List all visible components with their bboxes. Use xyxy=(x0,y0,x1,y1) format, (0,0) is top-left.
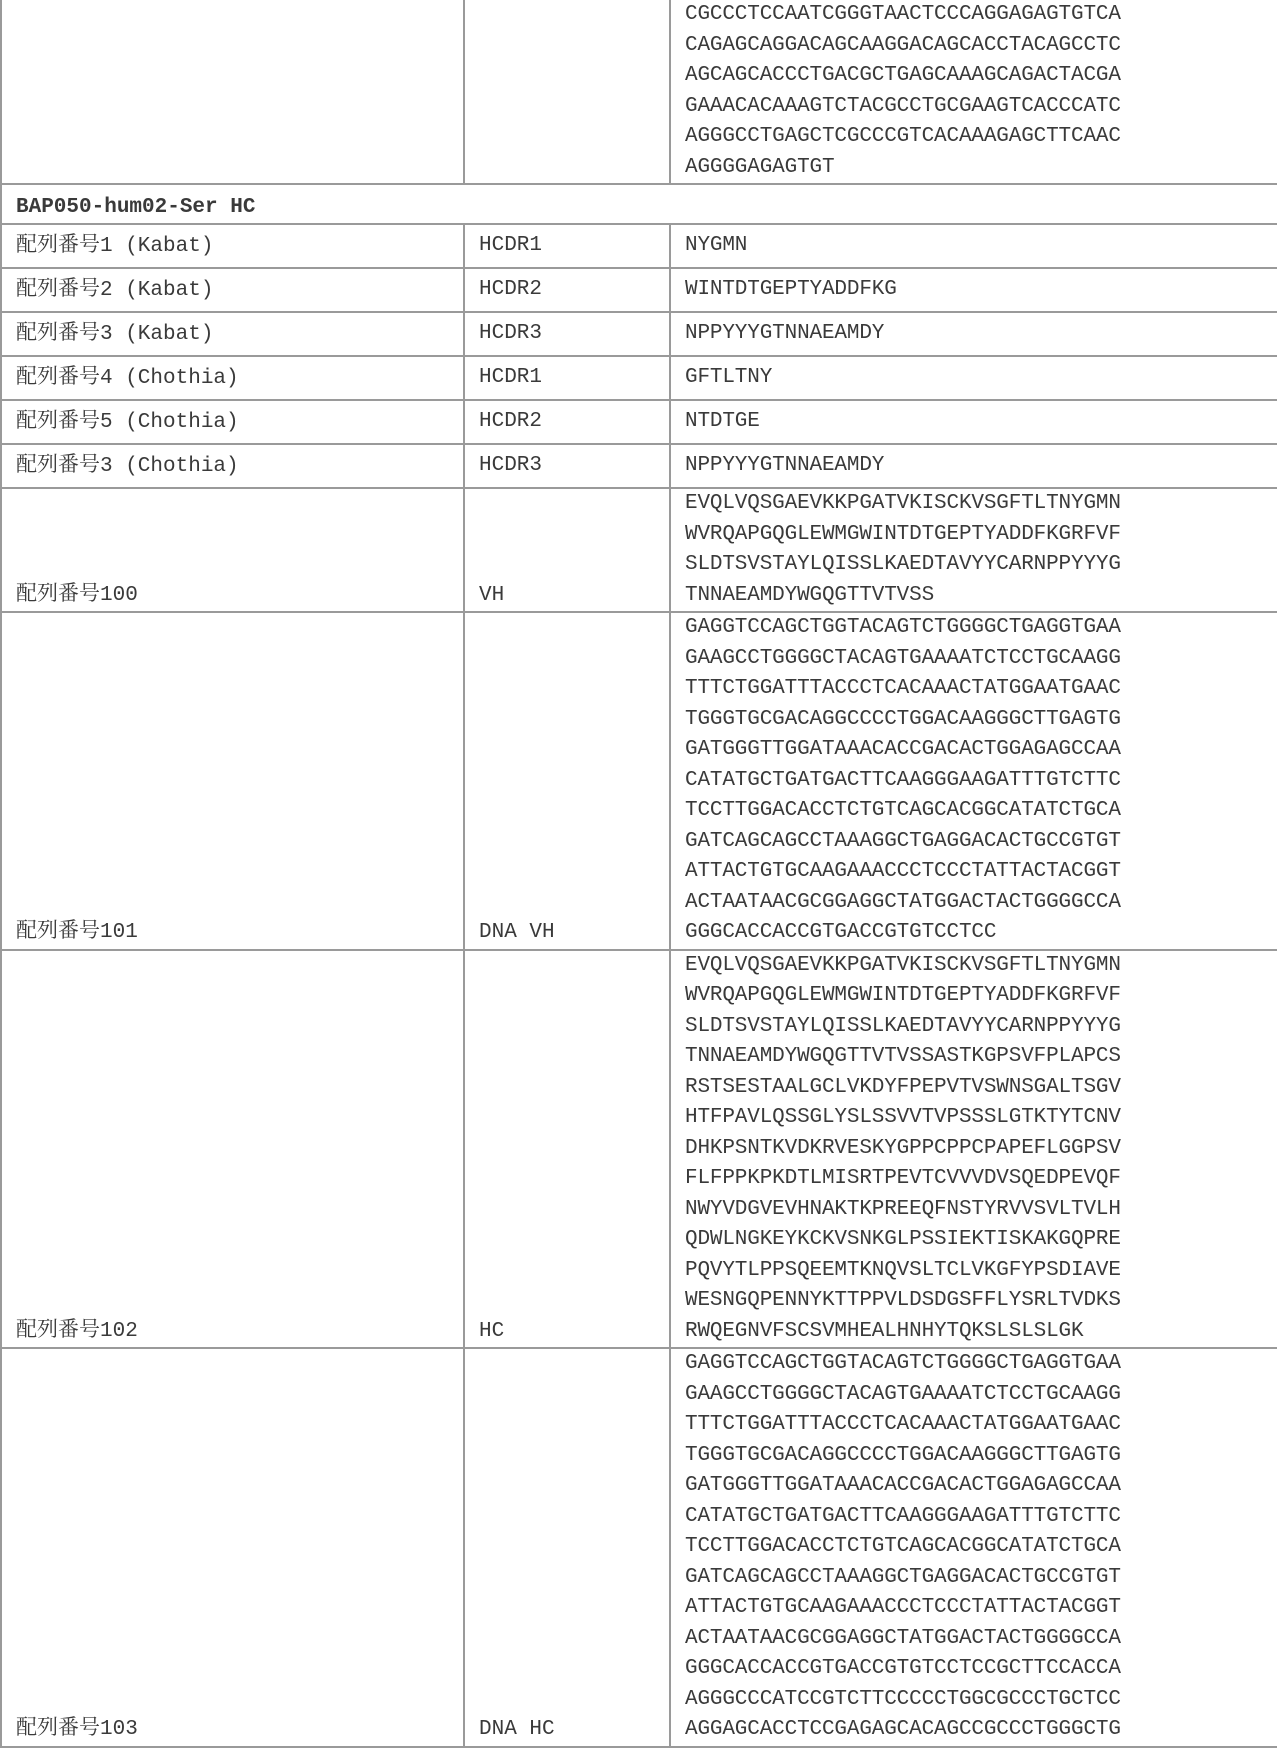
sequence-type-cell: DNA VH xyxy=(464,612,670,950)
sequence-id-number: 2 (Kabat) xyxy=(100,279,214,303)
sequence-line: AGGGCCTGAGCTCGCCCGTCACAAAGAGCTTCAAC xyxy=(685,125,1121,148)
sequence-id-cell xyxy=(1,488,464,612)
sequence-line: AGGAGCACCTCCGAGAGCACAGCCGCCCTGGGCTG xyxy=(685,1718,1121,1741)
sequence-line: HTFPAVLQSSGLYSLSSVVTVPSSSLGTKTYTCNV xyxy=(685,1106,1121,1129)
sequence-cell xyxy=(670,1348,1277,1747)
sequence-id-prefix: 配列番号 xyxy=(16,918,100,942)
sequence-type-cell: HCDR1 xyxy=(464,356,670,400)
table-row xyxy=(1,612,1277,950)
section-title: BAP050-hum02-Ser HC xyxy=(1,184,1277,224)
sequence-type-cell: VH xyxy=(464,488,670,612)
sequence-line: FLFPPKPKDTLMISRTPEVTCVVVDVSQEDPEVQF xyxy=(685,1167,1121,1190)
table-row xyxy=(1,400,1277,444)
sequence-line: WESNGQPENNYKTTPPVLDSDGSFFLYSRLTVDKS xyxy=(685,1289,1121,1312)
sequence-type-cell: HCDR2 xyxy=(464,268,670,312)
sequence-type-cell: HCDR2 xyxy=(464,400,670,444)
sequence-line: CATATGCTGATGACTTCAAGGGAAGATTTGTCTTC xyxy=(685,768,1121,792)
continued-row xyxy=(1,0,1277,184)
sequence-id-prefix: 配列番号 xyxy=(16,276,100,301)
sequence-line: AGGGGAGAGTGT xyxy=(685,155,835,179)
sequence-line: SLDTSVSTAYLQISSLKAEDTAVYYCARNPPYYYG xyxy=(685,553,1121,576)
sequence-type-cell: HCDR1 xyxy=(464,224,670,268)
sequence-id-number: 3 (Chothia) xyxy=(100,455,239,479)
sequence-id-cell xyxy=(1,950,464,1349)
table-row xyxy=(1,312,1277,356)
sequence-type-cell: HCDR3 xyxy=(464,444,670,488)
sequence-line: ATTACTGTGCAAGAAACCCTCCCTATTACTACGGT xyxy=(685,860,1121,883)
sequence-type-cell: DNA HC xyxy=(464,1348,670,1747)
sequence-line: ACTAATAACGCGGAGGCTATGGACTACTGGGGCCA xyxy=(685,1626,1121,1650)
sequence-line: GAGGTCCAGCTGGTACAGTCTGGGGCTGAGGTGAA xyxy=(685,616,1121,639)
sequence-line: CAGAGCAGGACAGCAAGGACAGCACCTACAGCCTC xyxy=(685,33,1121,57)
sequence-line: GATCAGCAGCCTAAAGGCTGAGGACACTGCCGTGT xyxy=(685,1565,1121,1589)
sequence-cell xyxy=(670,488,1277,612)
sequence-cell xyxy=(670,0,1277,184)
sequence-line: CGCCCTCCAATCGGGTAACTCCCAGGAGAGTGTCA xyxy=(685,3,1121,26)
sequence-id-number: 102 xyxy=(100,1319,138,1343)
sequence-id-cell xyxy=(1,312,464,356)
sequence-line: EVQLVQSGAEVKKPGATVKISCKVSGFTLTNYGMN xyxy=(685,492,1121,515)
sequence-id-prefix: 配列番号 xyxy=(16,1715,100,1739)
sequence-line: NPPYYYGTNNAEAMDY xyxy=(685,453,885,477)
section-header-row xyxy=(1,184,1277,224)
sequence-id-number: 100 xyxy=(100,583,138,607)
table-row xyxy=(1,268,1277,312)
sequence-id-cell xyxy=(1,268,464,312)
sequence-line: GATGGGTTGGATAAACACCGACACTGGAGAGCCAA xyxy=(685,1474,1121,1497)
sequence-cell xyxy=(670,444,1277,488)
sequence-type-cell: HC xyxy=(464,950,670,1349)
sequence-line: GGGCACCACCGTGACCGTGTCCTCCGCTTCCACCA xyxy=(685,1657,1121,1680)
sequence-line: GATCAGCAGCCTAAAGGCTGAGGACACTGCCGTGT xyxy=(685,829,1121,853)
sequence-id-number: 101 xyxy=(100,921,138,944)
sequence-line: TNNAEAMDYWGQGTTVTVSSASTKGPSVFPLAPCS xyxy=(685,1045,1121,1068)
sequence-line: QDWLNGKEYKCKVSNKGLPSSIEKTISKAKGQPRE xyxy=(685,1228,1121,1251)
sequence-id-number: 1 (Kabat) xyxy=(100,235,214,259)
table-row xyxy=(1,488,1277,612)
sequence-line: ATTACTGTGCAAGAAACCCTCCCTATTACTACGGT xyxy=(685,1596,1121,1619)
sequence-line: ACTAATAACGCGGAGGCTATGGACTACTGGGGCCA xyxy=(685,890,1121,914)
sequence-cell xyxy=(670,612,1277,950)
sequence-id-prefix: 配列番号 xyxy=(16,364,100,389)
sequence-cell xyxy=(670,356,1277,400)
sequence-line: TCCTTGGACACCTCTGTCAGCACGGCATATCTGCA xyxy=(685,799,1121,822)
sequence-line: GATGGGTTGGATAAACACCGACACTGGAGAGCCAA xyxy=(685,738,1121,761)
sequence-line: SLDTSVSTAYLQISSLKAEDTAVYYCARNPPYYYG xyxy=(685,1014,1121,1038)
sequence-id-cell xyxy=(1,356,464,400)
blank-label-cell xyxy=(1,0,464,184)
sequence-line: AGGGCCCATCCGTCTTCCCCCTGGCGCCCTGCTCC xyxy=(685,1687,1121,1711)
sequence-line: AGCAGCACCCTGACGCTGAGCAAAGCAGACTACGA xyxy=(685,64,1121,87)
sequence-line: DHKPSNTKVDKRVESKYGPPCPPCPAPEFLGGPSV xyxy=(685,1136,1121,1160)
sequence-line: RSTSESTAALGCLVKDYFPEPVTVSWNSGALTSGV xyxy=(685,1075,1121,1099)
sequence-cell xyxy=(670,268,1277,312)
sequence-line: TTTCTGGATTTACCCTCACAAACTATGGAATGAAC xyxy=(685,1413,1121,1436)
sequence-id-cell xyxy=(1,444,464,488)
table-row xyxy=(1,224,1277,268)
sequence-line: EVQLVQSGAEVKKPGATVKISCKVSGFTLTNYGMN xyxy=(685,953,1121,977)
sequence-id-number: 3 (Kabat) xyxy=(100,323,214,347)
sequence-id-prefix: 配列番号 xyxy=(16,580,100,605)
sequence-line: TGGGTGCGACAGGCCCCTGGACAAGGGCTTGAGTG xyxy=(685,1443,1121,1467)
sequence-line: CATATGCTGATGACTTCAAGGGAAGATTTGTCTTC xyxy=(685,1504,1121,1528)
sequence-line: WVRQAPGQGLEWMGWINTDTGEPTYADDFKGRFVF xyxy=(685,522,1121,546)
sequence-id-prefix: 配列番号 xyxy=(16,1316,100,1341)
sequence-id-prefix: 配列番号 xyxy=(16,408,100,433)
sequence-line: GAAGCCTGGGGCTACAGTGAAAATCTCCTGCAAGG xyxy=(685,1382,1121,1406)
sequence-line: NPPYYYGTNNAEAMDY xyxy=(685,321,885,345)
sequence-cell xyxy=(670,312,1277,356)
sequence-id-prefix: 配列番号 xyxy=(16,320,100,345)
blank-type-cell xyxy=(464,0,670,184)
sequence-id-number: 5 (Chothia) xyxy=(100,411,239,435)
sequence-line: NTDTGE xyxy=(685,409,760,433)
sequence-line: WVRQAPGQGLEWMGWINTDTGEPTYADDFKGRFVF xyxy=(685,984,1121,1007)
table-row xyxy=(1,1348,1277,1747)
sequence-cell xyxy=(670,950,1277,1349)
sequence-line: TNNAEAMDYWGQGTTVTVSS xyxy=(685,583,935,607)
sequence-line: GFTLTNY xyxy=(685,365,773,389)
sequence-type-cell: HCDR3 xyxy=(464,312,670,356)
sequence-line: WINTDTGEPTYADDFKG xyxy=(685,277,897,301)
sequence-cell xyxy=(670,224,1277,268)
sequence-id-cell xyxy=(1,612,464,950)
sequence-line: RWQEGNVFSCSVMHEALHNHYTQKSLSLSLGK xyxy=(685,1319,1084,1343)
sequence-line: GGGCACCACCGTGACCGTGTCCTCC xyxy=(685,921,997,944)
sequence-line: GAAGCCTGGGGCTACAGTGAAAATCTCCTGCAAGG xyxy=(685,646,1121,670)
table-row xyxy=(1,444,1277,488)
sequence-id-cell xyxy=(1,224,464,268)
sequence-id-number: 4 (Chothia) xyxy=(100,367,239,391)
sequence-line: TGGGTGCGACAGGCCCCTGGACAAGGGCTTGAGTG xyxy=(685,707,1121,731)
sequence-id-cell xyxy=(1,400,464,444)
sequence-line: NWYVDGVEVHNAKTKPREEQFNSTYRVVSVLTVLH xyxy=(685,1197,1121,1221)
sequence-line: TCCTTGGACACCTCTGTCAGCACGGCATATCTGCA xyxy=(685,1535,1121,1558)
sequence-line: GAAACACAAAGTCTACGCCTGCGAAGTCACCCATC xyxy=(685,94,1121,118)
sequence-id-cell xyxy=(1,1348,464,1747)
sequence-line: NYGMN xyxy=(685,233,748,257)
sequence-line: TTTCTGGATTTACCCTCACAAACTATGGAATGAAC xyxy=(685,677,1121,700)
sequence-line: GAGGTCCAGCTGGTACAGTCTGGGGCTGAGGTGAA xyxy=(685,1352,1121,1375)
sequence-line: PQVYTLPPSQEEMTKNQVSLTCLVKGFYPSDIAVE xyxy=(685,1258,1121,1282)
table-row xyxy=(1,950,1277,1349)
sequence-id-number: 103 xyxy=(100,1718,138,1741)
sequence-id-prefix: 配列番号 xyxy=(16,452,100,477)
sequence-cell xyxy=(670,400,1277,444)
table-row xyxy=(1,356,1277,400)
sequence-id-prefix: 配列番号 xyxy=(16,232,100,257)
